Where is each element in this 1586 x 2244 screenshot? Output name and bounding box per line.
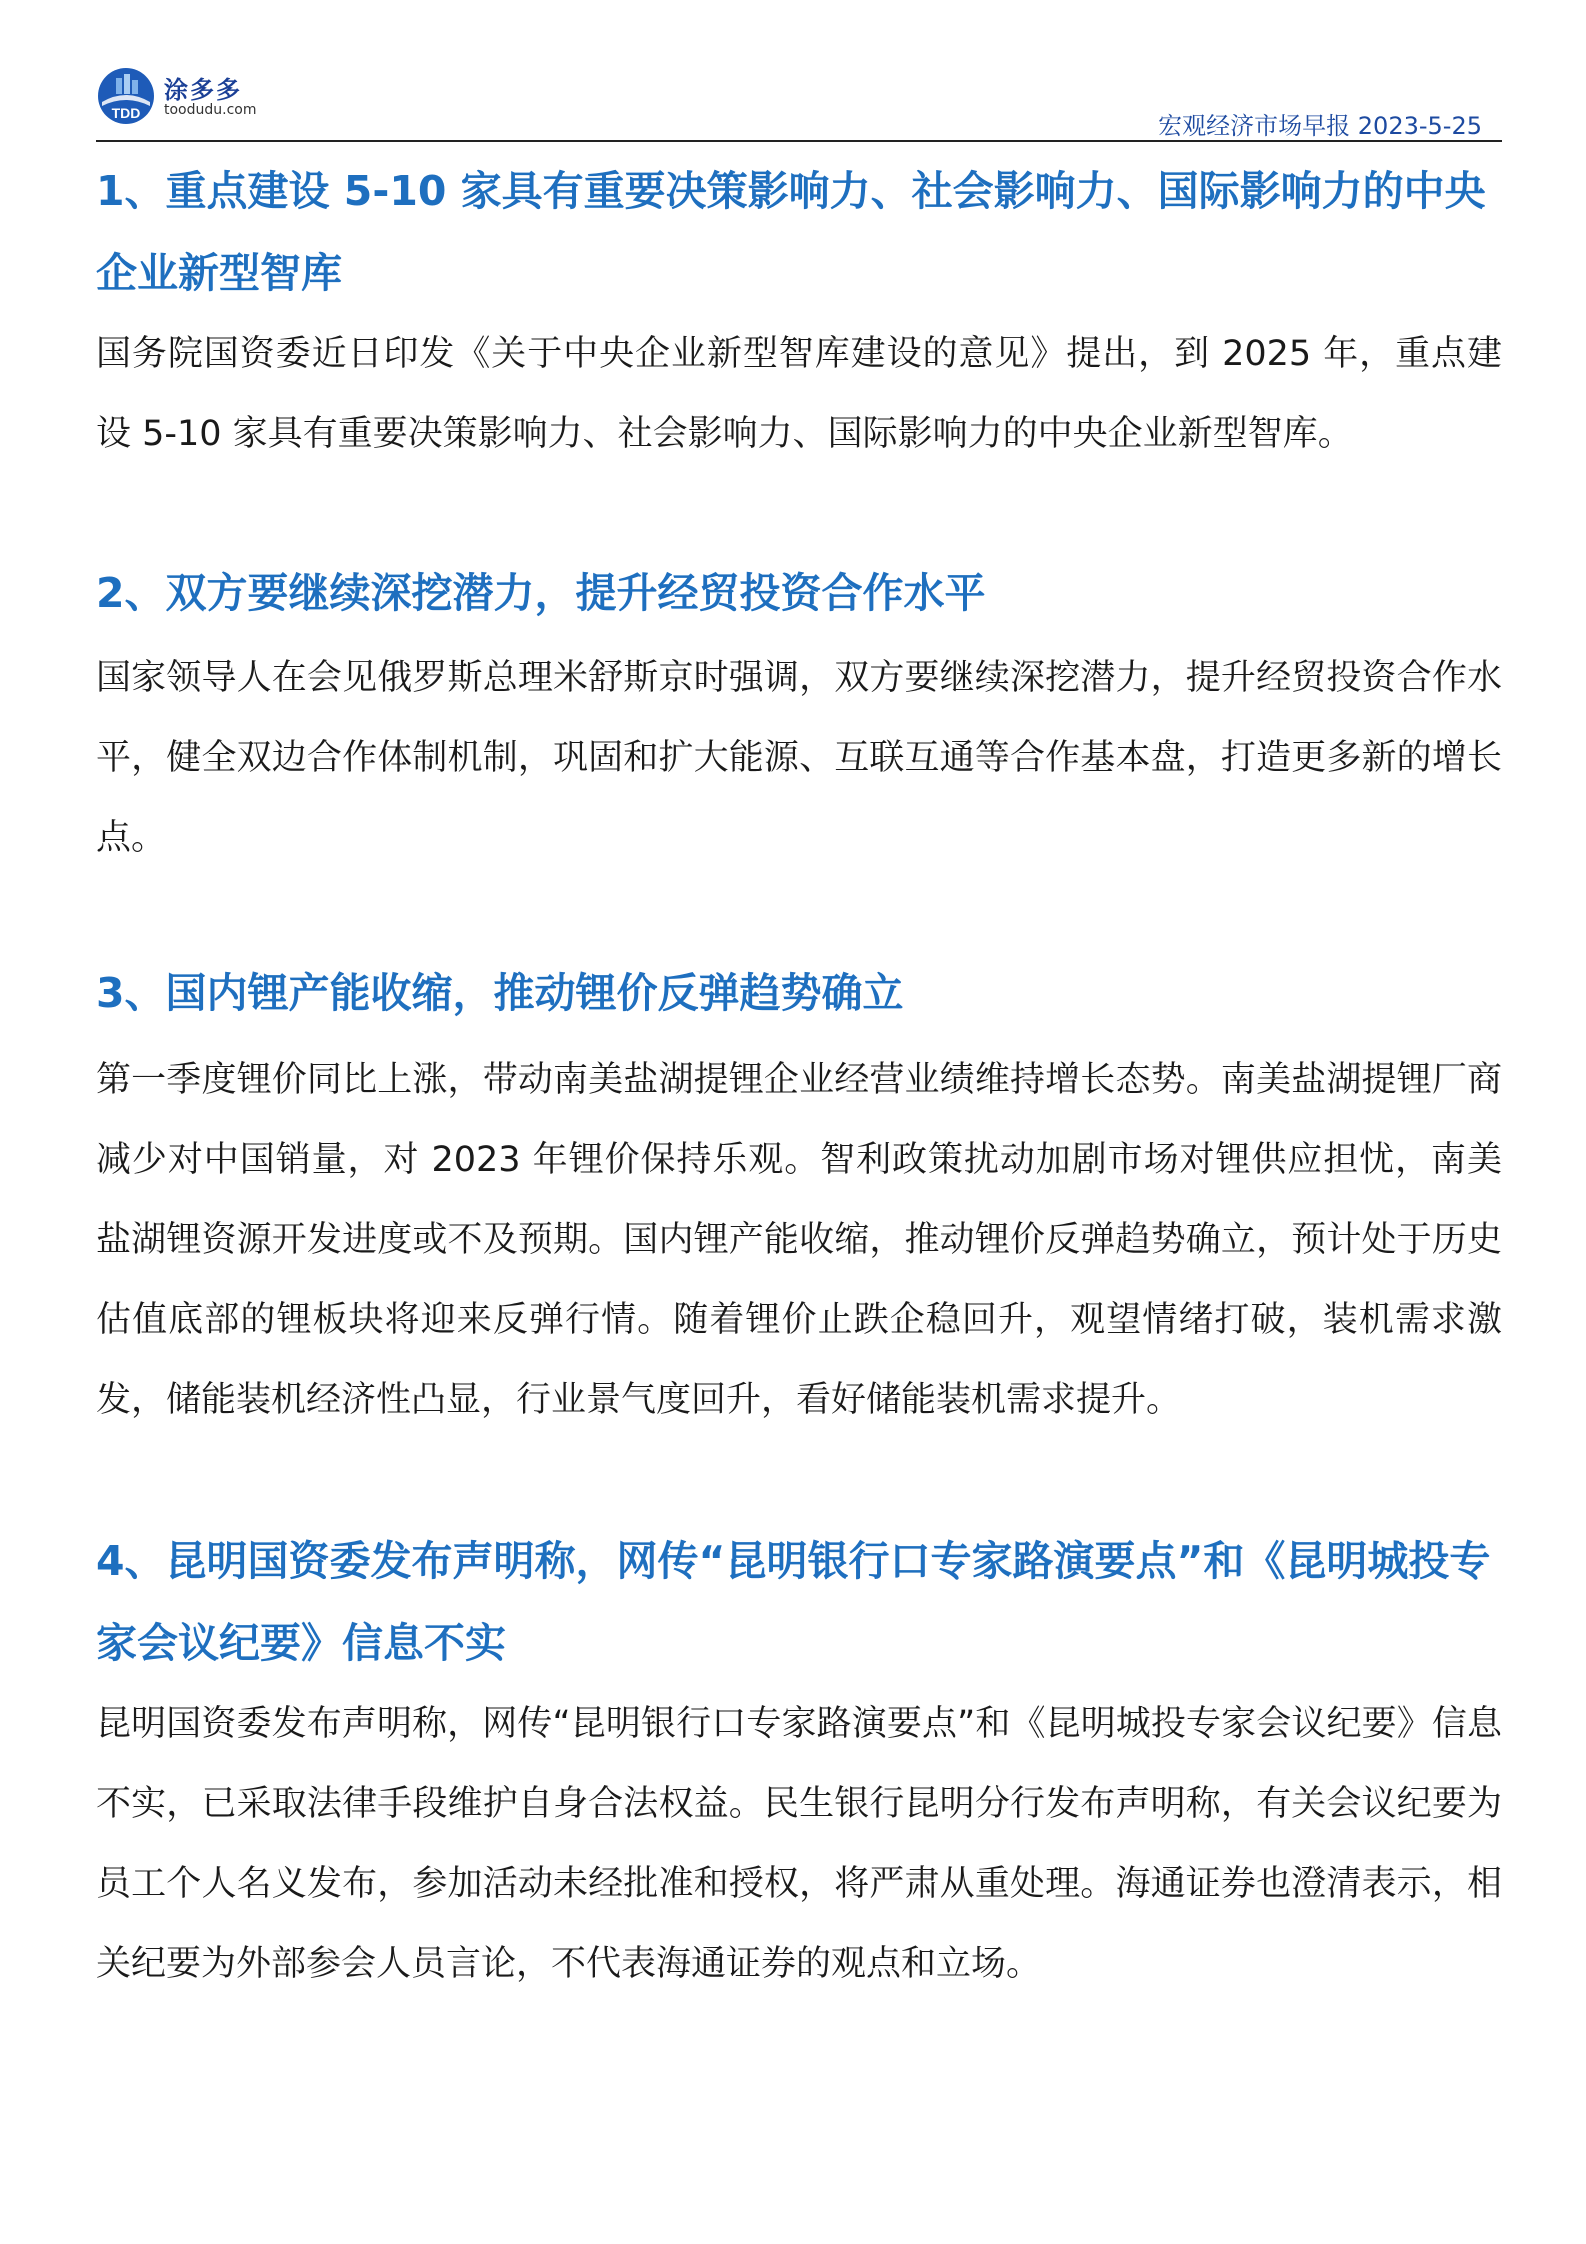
tdd-logo-icon [96,66,156,126]
header-divider [96,140,1502,142]
brand-domain: toodudu.com [164,102,257,118]
section-body: 国务院国资委近日印发《关于中央企业新型智库建设的意见》提出，到 2025 年，重点建设 5-10 家具有重要决策影响力、社会影响力、国际影响力的中央企业新型智库。 [96,334,1502,454]
brand-logo [96,58,276,134]
section-title: 3、国内锂产能收缩，推动锂价反弹趋势确立 [96,969,904,1017]
svg-text:TDD: TDD [111,105,141,121]
section-title: 4、昆明国资委发布声明称，网传“昆明银行口专家路演要点”和《昆明城投专家会议纪要》信息不实 [96,1537,1491,1667]
article-content [96,150,1502,2004]
news-section-1 [96,150,1502,474]
news-section-3 [96,958,1502,1440]
section-title: 2、双方要继续深挖潜力，提升经贸投资合作水平 [96,569,986,617]
section-body: 国家领导人在会见俄罗斯总理米舒斯京时强调，双方要继续深挖潜力，提升经贸投资合作水平，健全双边合作体制机制，巩固和扩大能源、互联互通等合作基本盘，打造更多新的增长点。 [96,658,1502,858]
news-section-4 [96,1520,1502,2004]
report-title: 宏观经济市场早报 2023-5-25 [1158,112,1482,140]
section-body: 第一季度锂价同比上涨，带动南美盐湖提锂企业经营业绩维持增长态势。南美盐湖提锂厂商减少对中国销量，对 2023 年锂价保持乐观。智利政策扰动加剧市场对锂供应担忧，南美盐湖锂资源开发进度或不及预期。国内锂产能收缩，推动锂价反弹趋势确立，预计处于历史估值底部的锂板块将迎来反弹行情。随着锂价止跌企稳回升，观望情绪打破，装机需求激发，储能装机经济性凸显，行业景气度回升，看好储能装机需求提升。 [96,1060,1502,1420]
brand-name: 涂多多 [164,76,242,104]
section-title: 1、重点建设 5-10 家具有重要决策影响力、社会影响力、国际影响力的中央企业新型智库 [96,167,1486,297]
news-section-2 [96,558,1502,878]
section-body: 昆明国资委发布声明称，网传“昆明银行口专家路演要点”和《昆明城投专家会议纪要》信息不实，已采取法律手段维护自身合法权益。民生银行昆明分行发布声明称，有关会议纪要为员工个人名义发布，参加活动未经批准和授权，将严肃从重处理。海通证券也澄清表示，相关纪要为外部参会人员言论，不代表海通证券的观点和立场。 [96,1704,1502,1984]
page-header [96,58,1502,142]
